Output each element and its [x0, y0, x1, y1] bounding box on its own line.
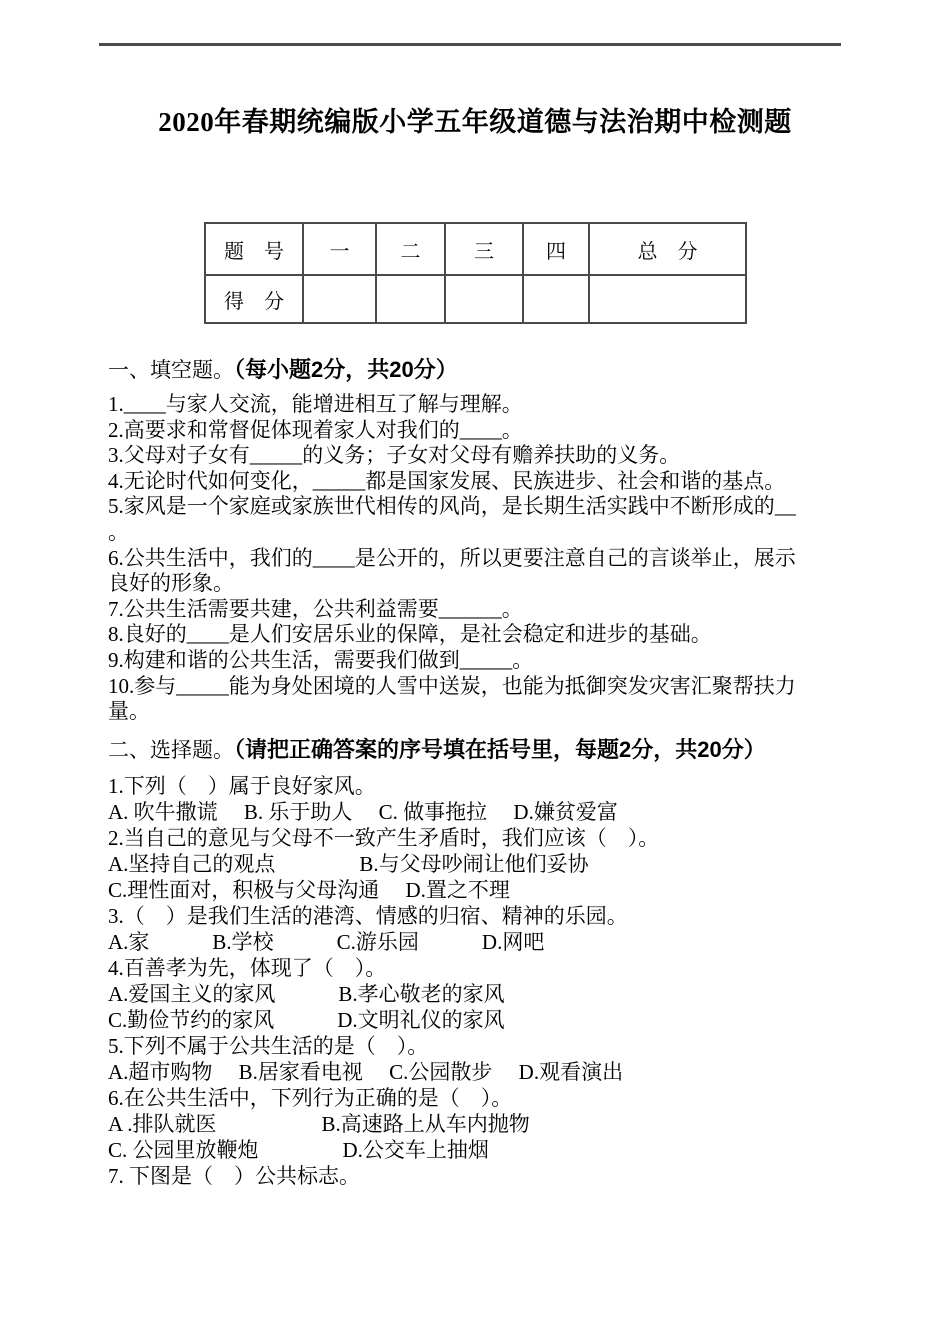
- question-line: 量。: [108, 699, 150, 724]
- section1-heading-label: 一、填空题。: [108, 358, 234, 382]
- option-line: A.爱国主义的家风 B.孝心敬老的家风: [108, 982, 505, 1006]
- section2-heading-note: （请把正确答案的序号填在括号里，每题2分，共20分）: [234, 737, 766, 762]
- question-line: 4.无论时代如何变化，_____都是国家发展、民族进步、社会和谐的基点。: [108, 468, 786, 493]
- option-line: C.勤俭节约的家风 D.文明礼仪的家风: [108, 1008, 505, 1032]
- question-line: 6.公共生活中，我们的____是公开的，所以更要注意自己的言谈举止，展示: [108, 545, 796, 570]
- question-line: 5.下列不属于公共生活的是（ ）。: [108, 1034, 429, 1058]
- score-table-header-cell: 题 号: [205, 223, 303, 275]
- question-line: 2.高要求和常督促体现着家人对我们的____。: [108, 417, 523, 442]
- question-line: 2.当自己的意见与父母不一致产生矛盾时，我们应该（ ）。: [108, 826, 660, 850]
- option-line: A .排队就医 B.高速路上从车内抛物: [108, 1112, 530, 1136]
- score-cell: [445, 275, 523, 323]
- section2-heading-label: 二、选择题。: [108, 738, 234, 762]
- option-line: C. 公园里放鞭炮 D.公交车上抽烟: [108, 1138, 489, 1162]
- score-cell: [589, 275, 746, 323]
- score-table: [204, 222, 747, 324]
- section1-heading-note: （每小题2分，共20分）: [234, 357, 458, 382]
- section1-questions: [108, 392, 868, 725]
- score-table-header-cell: 三: [445, 223, 523, 275]
- question-line: 1.____与家人交流，能增进相互了解与理解。: [108, 392, 523, 416]
- score-table-header-row: [205, 223, 746, 275]
- section2-questions: [108, 773, 868, 1189]
- option-line: A.超市购物 B.居家看电视 C.公园散步 D.观看演出: [108, 1060, 624, 1084]
- score-table-header-cell: 二: [376, 223, 445, 275]
- score-cell: [376, 275, 445, 323]
- option-line: A. 吹牛撒谎 B. 乐于助人 C. 做事拖拉 D.嫌贫爱富: [108, 800, 618, 824]
- option-line: A.坚持自己的观点 B.与父母吵闹让他们妥协: [108, 852, 589, 876]
- section1-heading: [108, 353, 458, 384]
- question-line: 1.下列（ ）属于良好家风。: [108, 774, 376, 798]
- section2-heading: [108, 733, 766, 764]
- score-cell: [303, 275, 376, 323]
- question-line: 3.（ ）是我们生活的港湾、情感的归宿、精神的乐园。: [108, 904, 628, 928]
- score-table-header-cell: 总 分: [589, 223, 746, 275]
- score-table-header-cell: 一: [303, 223, 376, 275]
- question-line: 8.良好的____是人们安居乐业的保障，是社会稳定和进步的基础。: [108, 622, 712, 647]
- score-table-score-row: [205, 275, 746, 323]
- question-line: 7.公共生活需要共建，公共利益需要______。: [108, 596, 523, 621]
- question-line: 5.家风是一个家庭或家族世代相传的风尚，是长期生活实践中不断形成的__: [108, 494, 796, 519]
- score-cell: [523, 275, 589, 323]
- question-line: 7. 下图是（ ）公共标志。: [108, 1164, 360, 1188]
- question-line: 良好的形象。: [108, 571, 234, 596]
- question-line: 6.在公共生活中，下列行为正确的是（ ）。: [108, 1086, 513, 1110]
- option-line: A.家 B.学校 C.游乐园 D.网吧: [108, 930, 545, 954]
- header-rule: [99, 43, 841, 46]
- score-row-label: 得 分: [205, 275, 303, 323]
- page-title: 2020年春期统编版小学五年级道德与法治期中检测题: [158, 107, 792, 137]
- option-line: C.理性面对，积极与父母沟通 D.置之不理: [108, 878, 510, 902]
- question-line: 3.父母对子女有_____的义务；子女对父母有赡养扶助的义务。: [108, 443, 681, 468]
- question-line: 。: [108, 519, 129, 544]
- question-line: 10.参与_____能为身处困境的人雪中送炭，也能为抵御突发灾害汇聚帮扶力: [108, 673, 796, 698]
- score-table-header-cell: 四: [523, 223, 589, 275]
- question-line: 9.构建和谐的公共生活，需要我们做到_____。: [108, 647, 534, 672]
- question-line: 4.百善孝为先，体现了（ ）。: [108, 956, 387, 980]
